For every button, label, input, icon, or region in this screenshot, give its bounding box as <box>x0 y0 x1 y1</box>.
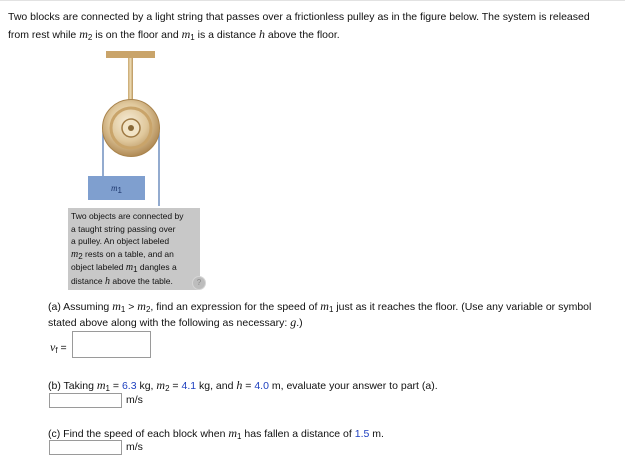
ceiling-mount <box>106 51 155 58</box>
m1-value: 6.3 <box>121 380 137 392</box>
h-value: 4.0 <box>254 380 269 392</box>
problem-statement: Two blocks are connected by a light string that passes over a frictionless pulley as in the figure below. The system is released from rest while $m_2$ is on the floor and $m_1$ is a distance h above the floor. <box>8 11 590 42</box>
part-a-answer-input[interactable] <box>72 331 151 358</box>
pulley-figure <box>68 46 204 290</box>
help-icon[interactable]: ? <box>192 276 206 290</box>
part-a-answer-label: $v_f$ = <box>50 340 67 355</box>
part-b-unit: m/s <box>126 394 143 406</box>
part-c-answer-input[interactable] <box>49 440 122 455</box>
m2-value: 4.1 <box>181 380 197 392</box>
support-rod <box>128 58 133 101</box>
figure-alt-text: Two objects are connected by a taught string passing over a pulley. An object labeled $m_2$ rests on a table, and an object labeled $m_1$ dangles a distance h above the table. <box>68 208 200 290</box>
pulley-axle <box>128 125 134 131</box>
top-divider <box>0 0 625 1</box>
part-c-question: (c) Find the speed of each block when $m_1$ has fallen a distance of 1.5 m. <box>48 426 384 441</box>
part-a-question: (a) Assuming $m_1 > m_2$, find an expression for the speed of $m_1$ just as it reaches the floor. (Use any variable or symbol stated above along with the following as necessary: g.) <box>48 299 592 329</box>
block-m1: $m_1$ <box>88 176 145 200</box>
part-b-question: (b) Taking $m_1 = 6.3$ kg, $m_2 = 4.1$ kg, and h = 4.0 m, evaluate your answer to part (a). <box>48 378 438 393</box>
part-c-unit: m/s <box>126 441 143 453</box>
part-b-answer-input[interactable] <box>49 393 122 408</box>
distance-value: 1.5 <box>354 428 370 440</box>
